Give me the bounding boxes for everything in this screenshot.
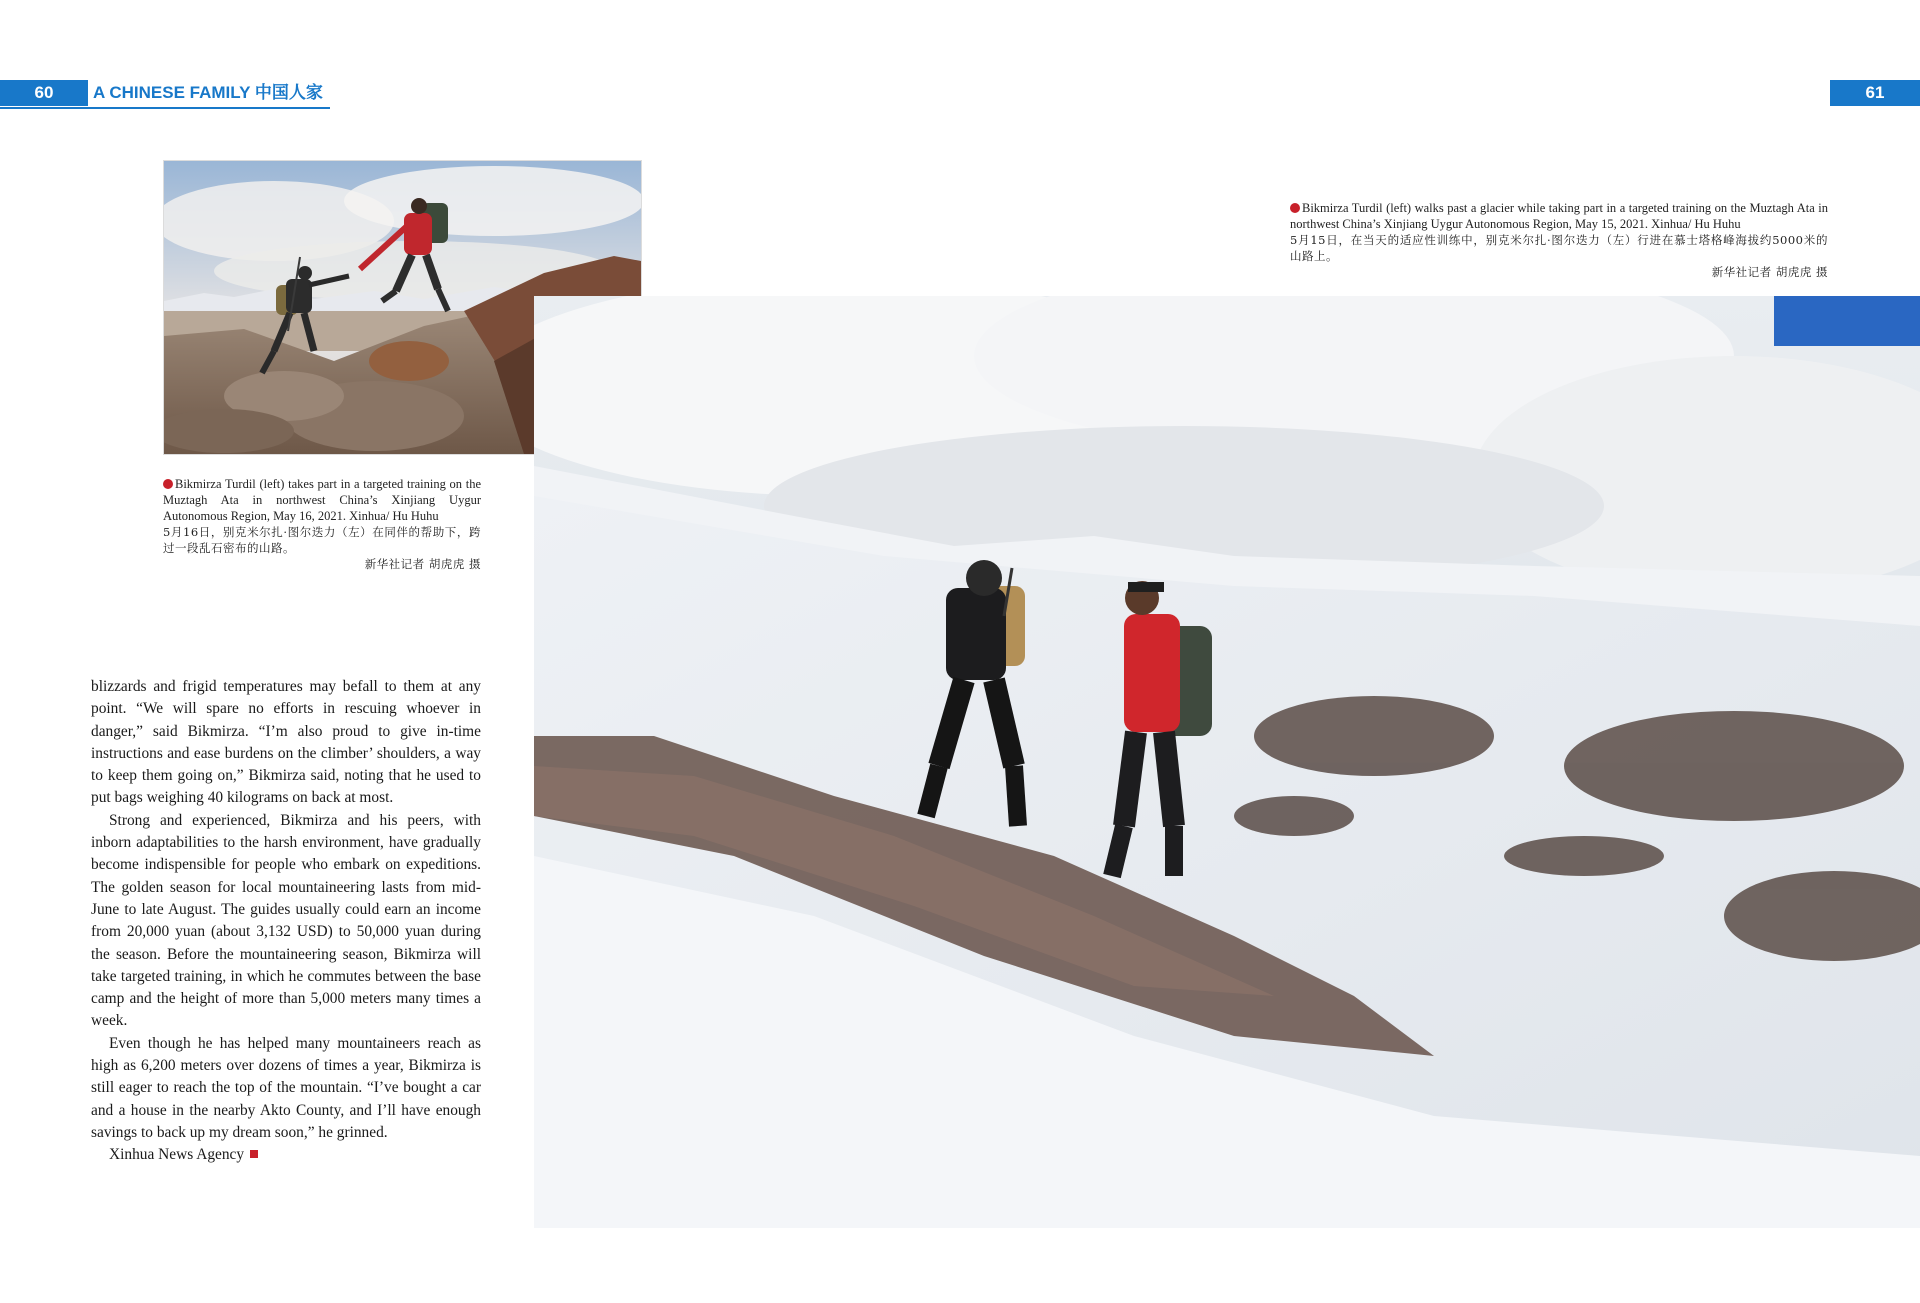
caption-right-en-text: Bikmirza Turdil (left) walks past a glacier while taking part in a targeted training on the Muztagh Ata in northwest China’s Xinjiang Uygur Autonomous Region, May 15, 2021. Xinhua/ Hu Huhu [1290,201,1828,231]
header-rule [0,107,330,109]
page-number-left: 60 [0,80,88,106]
caption-left-en-text: Bikmirza Turdil (left) takes part in a targeted training on the Muztagh Ata in northwest China’s Xinjiang Uygur Autonomous Region, May 16, 2021. Xinhua/ Hu Huhu [163,477,481,523]
article-paragraph-3: Even though he has helped many mountaineers reach as high as 6,200 meters over dozens of times a year, Bikmirza is still eager to reach the top of the mountain. “I’ve bought a car and a house in the nearby Akto County, and I’ll have enough savings to back up my dream soon,” he grinned. [91,1034,481,1141]
section-title: A CHINESE FAMILY 中国人家 [93,83,323,102]
article-signoff-text: Xinhua News Agency [109,1146,245,1164]
caption-right-zh: 5月15日，在当天的适应性训练中，别克米尔扎·图尔迭力（左）行进在慕士塔格峰海拔约5000米的山路上。 [1290,233,1828,263]
photo-climbers-snow [534,296,1920,1228]
article-paragraph-2: Strong and experienced, Bikmirza and his peers, with inborn adaptabilities to the harsh environment, have gradually become indispensible for people who embark on expeditions. The golden season for local mountaineering lasts from mid-June to late August. The guides usually could earn an income from 20,000 yuan (about 3,132 USD) to 50,000 yuan during the season. Before the mountaineering season, Bikmirza will take targeted training, in which he commutes between the base camp and the height of more than 5,000 meters many times a week. [91,811,481,1030]
caption-right-credit: 新华社记者 胡虎虎 摄 [1711,265,1828,279]
end-mark-icon [250,1150,258,1158]
article-body [91,676,481,1167]
article-paragraph-1: blizzards and frigid temperatures may befall to them at any point. “We will spare no efforts in rescuing whoever in danger,” said Bikmirza. “I’m also proud to give in-time instructions and ease burdens on the climber’ shoulders, a way to keep them going on,” Bikmirza said, noting that he used to put bags weighing 40 kilograms on back at most. [91,678,481,807]
caption-left-en [163,476,481,524]
caption-marker-icon [1290,203,1300,213]
caption-left-zh: 5月16日，别克米尔扎·图尔迭力（左）在同伴的帮助下，跨过一段乱石密布的山路。 [163,525,481,555]
page-header-left [0,80,330,106]
caption-marker-icon [163,479,173,489]
caption-left-credit: 新华社记者 胡虎虎 摄 [364,557,481,571]
caption-left [163,476,481,572]
article-signoff [91,1144,481,1166]
caption-right [1290,200,1828,280]
caption-right-en [1290,200,1828,232]
page-number-right: 61 [1830,80,1920,106]
